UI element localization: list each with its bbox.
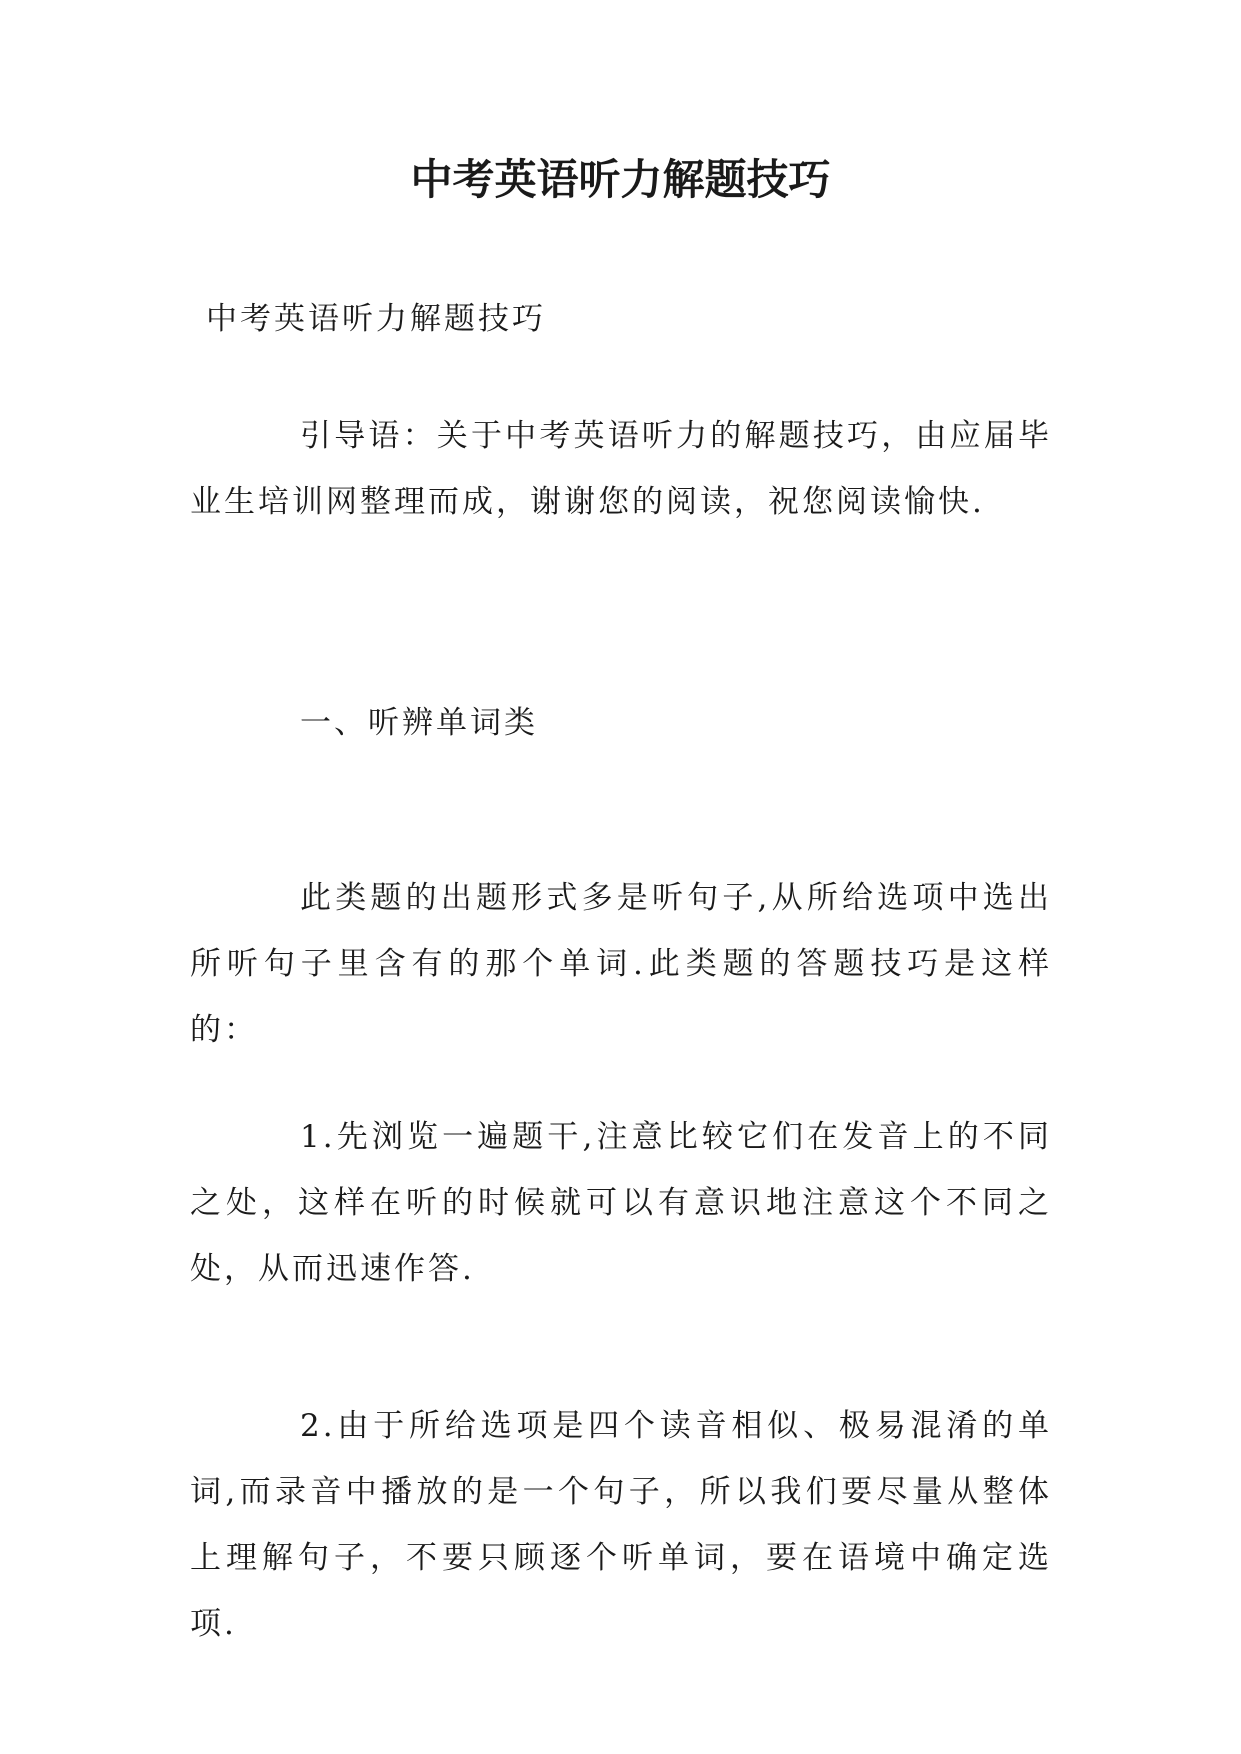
- section-heading: 一、听辨单词类: [300, 705, 538, 741]
- intro-paragraph: 引导语：关于中考英语听力的解题技巧，由应届毕业生培训网整理而成，谢谢您的阅读，祝您阅读愉快.: [190, 418, 1052, 520]
- document-title: 中考英语听力解题技巧: [410, 155, 831, 204]
- tip-paragraph-2: 2.由于所给选项是四个读音相似、极易混淆的单词,而录音中播放的是一个句子，所以我们要尽量从整体上理解句子，不要只顾逐个听单词，要在语境中确定选项.: [190, 1408, 1052, 1642]
- tip-paragraph-1: 1.先浏览一遍题干,注意比较它们在发音上的不同之处，这样在听的时候就可以有意识地注意这个不同之处，从而迅速作答.: [190, 1119, 1052, 1287]
- document-subtitle: 中考英语听力解题技巧: [206, 301, 546, 337]
- description-paragraph: 此类题的出题形式多是听句子,从所给选项中选出所听句子里含有的那个单词.此类题的答题技巧是这样的：: [190, 880, 1052, 1048]
